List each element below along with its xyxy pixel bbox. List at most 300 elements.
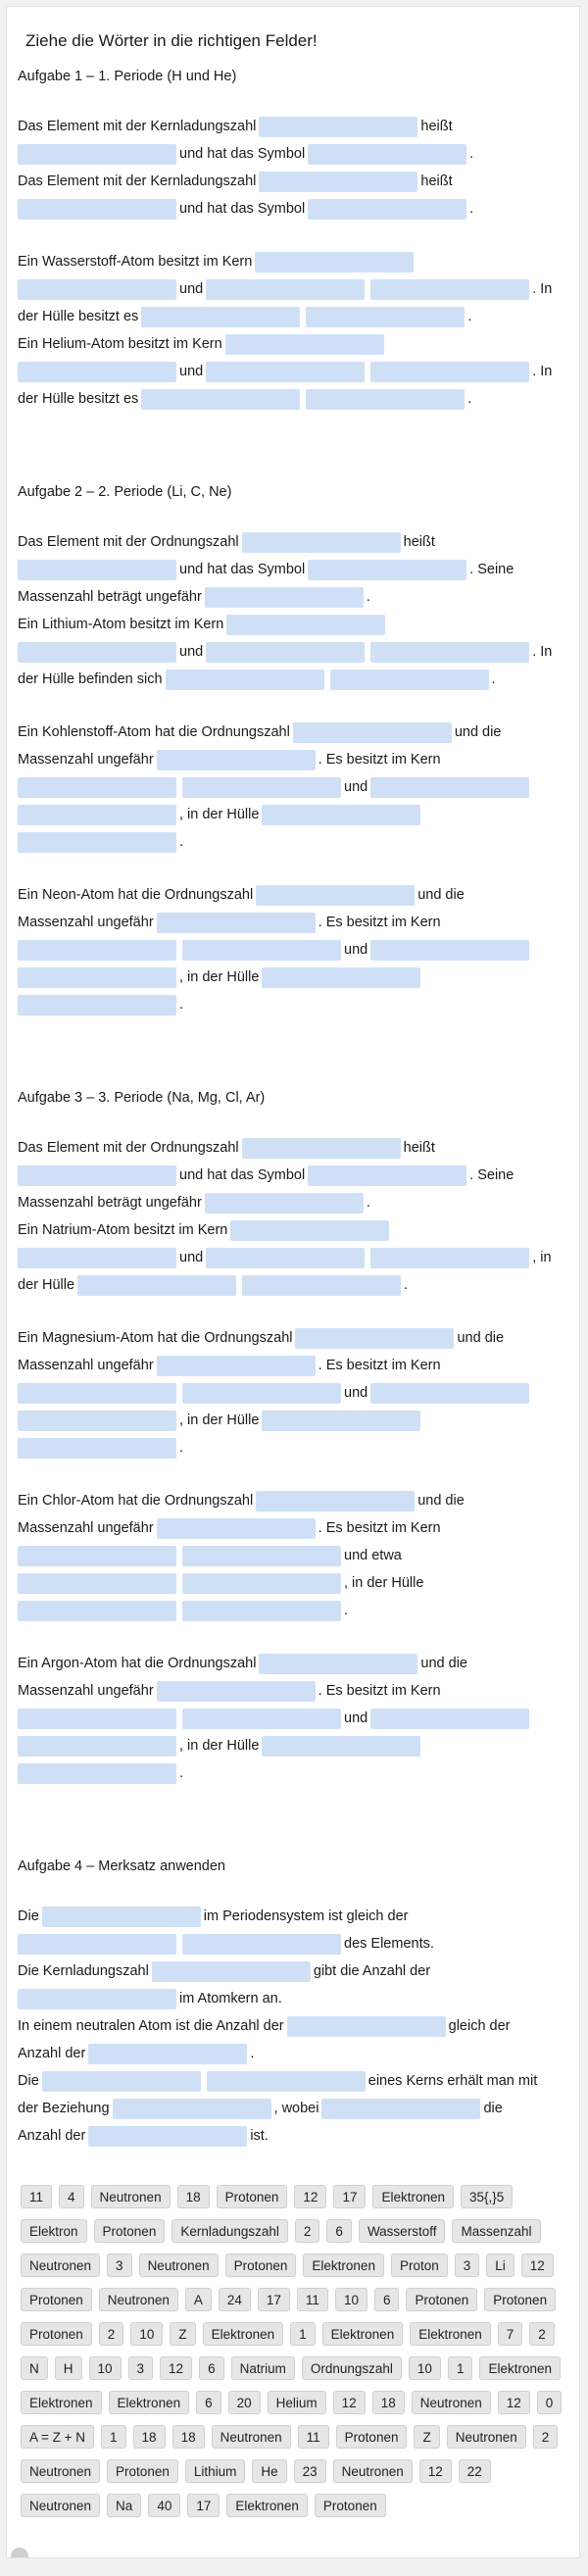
text-line — [18, 1134, 563, 1162]
word-chip[interactable]: Protonen — [484, 2288, 556, 2311]
text-line — [18, 936, 563, 964]
sentence-text: . Seine — [469, 562, 514, 577]
drop-field[interactable] — [259, 1654, 417, 1674]
sentence-text: In einem neutralen Atom ist die Anzahl der — [18, 2018, 284, 2034]
drop-field[interactable] — [182, 1383, 341, 1404]
word-chip[interactable]: Neutronen — [412, 2391, 491, 2414]
text-line — [18, 113, 563, 140]
word-chip[interactable]: 3 — [128, 2356, 154, 2380]
drop-field[interactable] — [18, 777, 176, 798]
text-line — [18, 2012, 563, 2040]
drop-field[interactable] — [330, 669, 489, 690]
word-chip[interactable]: 10 — [335, 2288, 368, 2311]
text-line — [18, 1705, 563, 1732]
drop-field[interactable] — [230, 1220, 389, 1241]
word-chip[interactable]: Li — [486, 2254, 514, 2277]
drop-field[interactable] — [370, 642, 529, 663]
word-chip[interactable]: Helium — [268, 2391, 326, 2414]
sentence-text: Das Element mit der Ordnungszahl — [18, 534, 239, 550]
drop-field[interactable] — [255, 252, 414, 272]
drop-field[interactable] — [182, 1709, 341, 1729]
drop-field[interactable] — [18, 362, 176, 382]
text-line — [18, 1162, 563, 1189]
drop-field[interactable] — [182, 1934, 341, 1955]
text-line — [18, 773, 563, 801]
sentence-text: Massenzahl beträgt ungefähr — [18, 589, 202, 605]
drop-field[interactable] — [182, 777, 341, 798]
sentence-text: und — [179, 281, 204, 297]
sentence-text: und hat das Symbol — [179, 562, 306, 577]
drop-field[interactable] — [308, 199, 466, 220]
text-line — [18, 1434, 563, 1461]
word-chip[interactable]: 17 — [187, 2494, 220, 2517]
drop-field[interactable] — [206, 1248, 365, 1268]
drop-field[interactable] — [18, 1438, 176, 1459]
word-chip[interactable]: 12 — [498, 2391, 530, 2414]
word-chip[interactable]: Z — [414, 2425, 439, 2449]
word-chip[interactable]: Protonen — [406, 2288, 477, 2311]
sentence-text: . — [179, 834, 184, 850]
drop-field[interactable] — [141, 389, 300, 410]
sentence-text: Ein Kohlenstoff-Atom hat die Ordnungszahl — [18, 724, 290, 740]
drop-field[interactable] — [18, 1989, 176, 2009]
text-line — [18, 828, 563, 856]
word-chip[interactable]: 1 — [448, 2356, 473, 2380]
text-line — [18, 666, 563, 693]
section-spacer — [18, 438, 563, 481]
word-chip[interactable]: A — [185, 2288, 212, 2311]
drop-field[interactable] — [157, 1356, 316, 1376]
drop-field[interactable] — [262, 805, 420, 825]
word-chip[interactable]: 35{,}5 — [461, 2185, 513, 2208]
sentence-text: , wobei — [273, 2101, 319, 2116]
task-list — [18, 66, 563, 2150]
sentence-text: Ein Magnesium-Atom hat die Ordnungszahl — [18, 1330, 293, 1346]
drop-field[interactable] — [262, 967, 420, 988]
word-chip[interactable]: 40 — [148, 2494, 180, 2517]
drop-field[interactable] — [206, 642, 365, 663]
word-chip[interactable]: 6 — [326, 2219, 352, 2243]
text-line — [18, 746, 563, 773]
word-chip[interactable]: Ordnungszahl — [302, 2356, 402, 2380]
drop-field[interactable] — [18, 940, 176, 961]
word-chip[interactable]: Neutronen — [21, 2459, 100, 2483]
sentence-text: und die — [454, 724, 502, 740]
word-chip[interactable]: Protonen — [315, 2494, 386, 2517]
sentence-text: die — [483, 2101, 503, 2116]
drop-field[interactable] — [259, 172, 417, 192]
word-chip[interactable]: 10 — [130, 2322, 163, 2346]
word-chip[interactable]: 4 — [59, 2185, 84, 2208]
word-chip[interactable]: Protonen — [225, 2254, 297, 2277]
word-chip[interactable]: 11 — [297, 2288, 328, 2311]
drop-field[interactable] — [206, 279, 365, 300]
word-chip[interactable]: Natrium — [231, 2356, 295, 2380]
sentence-text: heißt — [403, 1140, 435, 1156]
word-chip[interactable]: 23 — [294, 2459, 326, 2483]
sentence-text: . — [179, 1765, 184, 1781]
word-chip[interactable]: Protonen — [21, 2322, 92, 2346]
word-chip[interactable]: Protonen — [336, 2425, 408, 2449]
sentence-text: . In — [532, 281, 553, 297]
drop-field[interactable] — [88, 2044, 247, 2064]
text-line — [18, 2067, 563, 2095]
drop-field[interactable] — [88, 2126, 247, 2147]
text-line — [18, 2122, 563, 2150]
text-line — [18, 2095, 563, 2122]
text-line — [18, 964, 563, 991]
sentence-text: und — [179, 644, 204, 660]
sentence-text: der Hülle befinden sich — [18, 671, 163, 687]
text-line — [18, 1542, 563, 1569]
word-chip[interactable]: Neutronen — [99, 2288, 178, 2311]
word-chip[interactable]: Elektronen — [21, 2391, 102, 2414]
text-line — [18, 1597, 563, 1624]
drop-field[interactable] — [306, 389, 465, 410]
word-chip[interactable]: Neutronen — [212, 2425, 291, 2449]
drop-field[interactable] — [18, 832, 176, 853]
drop-field[interactable] — [321, 2099, 480, 2119]
sentence-text: und — [344, 779, 368, 795]
word-chip[interactable]: 2 — [529, 2322, 555, 2346]
drop-field[interactable] — [18, 144, 176, 165]
word-chip[interactable]: 17 — [258, 2288, 290, 2311]
word-chip[interactable]: 12 — [160, 2356, 192, 2380]
sentence-text: und die — [417, 1493, 465, 1509]
drop-field[interactable] — [18, 279, 176, 300]
sentence-text: eines Kerns erhält man mit — [368, 2073, 538, 2089]
word-chip[interactable]: 12 — [521, 2254, 554, 2277]
sentence-text: und — [344, 942, 368, 958]
sentence-text: , in der Hülle — [179, 1738, 260, 1754]
text-line — [18, 638, 563, 666]
sentence-text: . Es besitzt im Kern — [318, 1358, 441, 1373]
drop-field[interactable] — [306, 307, 465, 327]
exercise-card — [6, 6, 580, 2558]
drop-field[interactable] — [262, 1736, 420, 1757]
drop-field[interactable] — [226, 615, 385, 635]
drop-field[interactable] — [370, 1709, 529, 1729]
word-chip[interactable]: 17 — [333, 2185, 366, 2208]
word-chip[interactable]: 22 — [459, 2459, 491, 2483]
word-chip[interactable]: N — [21, 2356, 48, 2380]
drop-field[interactable] — [18, 560, 176, 580]
sentence-text: Massenzahl ungefähr — [18, 1358, 154, 1373]
word-chip[interactable]: Neutronen — [21, 2254, 100, 2277]
sentence-text: Die — [18, 1908, 39, 1924]
sentence-text: Ein Lithium-Atom besitzt im Kern — [18, 617, 224, 632]
drop-field[interactable] — [256, 1491, 415, 1511]
word-chip[interactable]: H — [55, 2356, 82, 2380]
drop-field[interactable] — [293, 722, 452, 743]
sentence-text: und die — [457, 1330, 505, 1346]
task-paragraph — [18, 718, 563, 856]
task-paragraph — [18, 881, 563, 1018]
text-line — [18, 358, 563, 385]
drop-field[interactable] — [18, 995, 176, 1016]
word-chip[interactable]: 6 — [374, 2288, 400, 2311]
drop-field[interactable] — [225, 334, 384, 355]
drop-field[interactable] — [370, 362, 529, 382]
word-chip[interactable]: He — [252, 2459, 286, 2483]
drop-field[interactable] — [77, 1275, 236, 1296]
drop-field[interactable] — [18, 642, 176, 663]
text-line — [18, 1271, 563, 1299]
word-chip[interactable]: 11 — [21, 2185, 52, 2208]
sentence-text: . — [467, 391, 472, 407]
text-line — [18, 168, 563, 195]
text-line — [18, 991, 563, 1018]
sentence-text: . — [469, 146, 474, 162]
sentence-text: Ein Helium-Atom besitzt im Kern — [18, 336, 222, 352]
sentence-text: und — [179, 1250, 204, 1265]
word-chip[interactable]: A = Z + N — [21, 2425, 94, 2449]
word-chip[interactable]: Elektronen — [372, 2185, 454, 2208]
drop-field[interactable] — [18, 199, 176, 220]
task-title: Aufgabe 2 – 2. Periode (Li, C, Ne) — [18, 484, 232, 500]
word-chip[interactable]: 18 — [177, 2185, 210, 2208]
drop-field[interactable] — [262, 1411, 420, 1431]
drop-field[interactable] — [308, 1165, 466, 1186]
sentence-text: Das Element mit der Kernladungszahl — [18, 173, 257, 189]
drop-field[interactable] — [370, 279, 529, 300]
page-title: Ziehe die Wörter in die richtigen Felder! — [25, 31, 318, 50]
task-paragraph — [18, 1324, 563, 1461]
text-line — [18, 1732, 563, 1759]
drop-field[interactable] — [113, 2099, 271, 2119]
drop-field[interactable] — [370, 777, 529, 798]
sentence-text: im Periodensystem ist gleich der — [203, 1908, 409, 1924]
word-chip[interactable]: 11 — [298, 2425, 329, 2449]
drop-field[interactable] — [205, 1193, 364, 1214]
drop-field[interactable] — [18, 1383, 176, 1404]
drop-field[interactable] — [157, 750, 316, 770]
drop-field[interactable] — [18, 1546, 176, 1566]
drop-field[interactable] — [157, 913, 316, 933]
text-line — [18, 1903, 563, 1930]
sentence-text: und — [344, 1385, 368, 1401]
sentence-text: heißt — [420, 119, 453, 134]
drop-field[interactable] — [141, 307, 300, 327]
drop-field[interactable] — [166, 669, 324, 690]
text-line — [18, 583, 563, 611]
text-line — [18, 1930, 563, 1957]
sentence-text: , in der Hülle — [179, 807, 260, 822]
drop-field[interactable] — [18, 1248, 176, 1268]
word-chip[interactable]: Neutronen — [91, 2185, 171, 2208]
drop-field[interactable] — [259, 117, 417, 137]
text-line — [18, 1569, 563, 1597]
drop-field[interactable] — [182, 1601, 341, 1621]
word-chip[interactable]: 18 — [133, 2425, 166, 2449]
drop-field[interactable] — [182, 1546, 341, 1566]
drop-field[interactable] — [370, 1383, 529, 1404]
word-chip[interactable]: Protonen — [94, 2219, 166, 2243]
word-chip[interactable]: 0 — [537, 2391, 563, 2414]
sentence-text: Die Kernladungszahl — [18, 1963, 149, 1979]
word-chip[interactable]: 6 — [196, 2391, 221, 2414]
word-chip[interactable]: 1 — [290, 2322, 316, 2346]
sentence-text: , in der Hülle — [179, 969, 260, 985]
sentence-text: und hat das Symbol — [179, 146, 306, 162]
sentence-text: Massenzahl ungefähr — [18, 915, 154, 930]
sentence-text: , in der Hülle — [344, 1575, 424, 1591]
drop-field[interactable] — [157, 1681, 316, 1702]
text-line — [18, 1324, 563, 1352]
word-chip[interactable]: Protonen — [21, 2288, 92, 2311]
text-line — [18, 801, 563, 828]
sentence-text: . Es besitzt im Kern — [318, 1520, 441, 1536]
drop-field[interactable] — [295, 1328, 454, 1349]
sentence-text: . — [250, 2046, 255, 2061]
drop-field[interactable] — [256, 885, 415, 906]
word-chip[interactable]: 7 — [498, 2322, 523, 2346]
text-line — [18, 1244, 563, 1271]
word-chip[interactable]: 12 — [419, 2459, 452, 2483]
text-line — [18, 1514, 563, 1542]
word-chip[interactable]: 12 — [333, 2391, 366, 2414]
sentence-text: des Elements. — [344, 1936, 434, 1952]
word-chip[interactable]: 24 — [219, 2288, 251, 2311]
word-chip[interactable]: Na — [107, 2494, 141, 2517]
task-paragraph — [18, 528, 563, 693]
word-chip[interactable]: Elektronen — [226, 2494, 308, 2517]
word-chip[interactable]: Lithium — [185, 2459, 246, 2483]
drop-field[interactable] — [18, 1934, 176, 1955]
word-chip[interactable]: Elektronen — [109, 2391, 190, 2414]
word-chip[interactable]: 20 — [228, 2391, 261, 2414]
word-chip[interactable]: Elektronen — [479, 2356, 561, 2380]
sentence-text: im Atomkern an. — [179, 1991, 282, 2006]
word-chip[interactable]: Neutronen — [333, 2459, 413, 2483]
section-spacer — [18, 1044, 563, 1087]
word-chip[interactable]: Neutronen — [447, 2425, 526, 2449]
text-line — [18, 881, 563, 909]
text-line — [18, 909, 563, 936]
task-paragraph — [18, 248, 563, 413]
drop-field[interactable] — [308, 560, 466, 580]
text-line — [18, 718, 563, 746]
sentence-text: ist. — [250, 2128, 269, 2144]
exercise-content — [18, 30, 563, 2175]
sentence-text: . — [366, 589, 370, 605]
sentence-text: Das Element mit der Kernladungszahl — [18, 119, 257, 134]
drop-field[interactable] — [18, 1411, 176, 1431]
text-line — [18, 275, 563, 303]
word-chip[interactable]: 6 — [199, 2356, 224, 2380]
sentence-text: und die — [417, 887, 465, 903]
sentence-text: und — [179, 364, 204, 379]
drop-field[interactable] — [18, 1573, 176, 1594]
word-chip[interactable]: Elektronen — [410, 2322, 491, 2346]
word-chip[interactable]: Z — [170, 2322, 195, 2346]
drop-field[interactable] — [308, 144, 466, 165]
word-chip[interactable]: Elektron — [21, 2219, 87, 2243]
drop-field[interactable] — [182, 1573, 341, 1594]
drop-field[interactable] — [18, 805, 176, 825]
word-chip[interactable]: 2 — [99, 2322, 124, 2346]
drop-field[interactable] — [157, 1518, 316, 1539]
word-bank — [21, 2185, 565, 2517]
drop-field[interactable] — [206, 362, 365, 382]
drop-field[interactable] — [205, 587, 364, 608]
sentence-text: Massenzahl beträgt ungefähr — [18, 1195, 202, 1211]
sentence-text: der Beziehung — [18, 2101, 110, 2116]
word-chip[interactable]: Wasserstoff — [359, 2219, 446, 2243]
word-chip[interactable]: Proton — [391, 2254, 448, 2277]
word-chip[interactable]: 3 — [107, 2254, 132, 2277]
sentence-text: Massenzahl ungefähr — [18, 1683, 154, 1699]
drop-field[interactable] — [18, 967, 176, 988]
word-chip[interactable]: 12 — [294, 2185, 326, 2208]
sentence-text: Ein Wasserstoff-Atom besitzt im Kern — [18, 254, 253, 270]
sentence-text: und — [344, 1710, 368, 1726]
drop-field[interactable] — [18, 1763, 176, 1784]
drop-field[interactable] — [287, 2016, 446, 2037]
task-paragraph — [18, 1903, 563, 2150]
word-chip[interactable]: Elektronen — [322, 2322, 404, 2346]
sentence-text: Ein Argon-Atom hat die Ordnungszahl — [18, 1656, 257, 1671]
word-chip[interactable]: Neutronen — [21, 2494, 100, 2517]
sentence-text: gleich der — [448, 2018, 511, 2034]
word-chip[interactable]: 3 — [455, 2254, 480, 2277]
drop-field[interactable] — [182, 940, 341, 961]
word-chip[interactable]: Massenzahl — [452, 2219, 540, 2243]
drop-field[interactable] — [18, 1736, 176, 1757]
word-chip[interactable]: Protonen — [217, 2185, 288, 2208]
task-paragraph — [18, 1134, 563, 1299]
word-chip[interactable]: 2 — [533, 2425, 559, 2449]
drop-field[interactable] — [370, 940, 529, 961]
drop-field[interactable] — [207, 2071, 366, 2092]
drop-field[interactable] — [242, 532, 401, 553]
text-line — [18, 1759, 563, 1787]
drop-field[interactable] — [242, 1275, 401, 1296]
word-chip[interactable]: Elektronen — [203, 2322, 284, 2346]
drop-field[interactable] — [42, 1907, 201, 1927]
sentence-text: heißt — [403, 534, 435, 550]
word-chip[interactable]: Kernladungszahl — [172, 2219, 288, 2243]
word-chip[interactable]: 10 — [89, 2356, 122, 2380]
text-line — [18, 1985, 563, 2012]
sentence-text: Anzahl der — [18, 2128, 86, 2144]
text-line — [18, 1677, 563, 1705]
drop-field[interactable] — [370, 1248, 529, 1268]
text-line — [18, 303, 563, 330]
word-chip[interactable]: Protonen — [107, 2459, 178, 2483]
word-chip[interactable]: 18 — [372, 2391, 405, 2414]
word-chip[interactable]: 2 — [295, 2219, 320, 2243]
drop-field[interactable] — [18, 1709, 176, 1729]
word-chip[interactable]: 10 — [409, 2356, 441, 2380]
sentence-text: . Es besitzt im Kern — [318, 1683, 441, 1699]
word-chip[interactable]: 1 — [101, 2425, 126, 2449]
drop-field[interactable] — [242, 1138, 401, 1159]
drop-field[interactable] — [18, 1165, 176, 1186]
sentence-text: und die — [420, 1656, 467, 1671]
sentence-text: , in der Hülle — [179, 1412, 260, 1428]
sentence-text: heißt — [420, 173, 453, 189]
text-line — [18, 1407, 563, 1434]
drop-field[interactable] — [18, 1601, 176, 1621]
sentence-text: . — [469, 201, 474, 217]
task-paragraph — [18, 1650, 563, 1787]
word-chip[interactable]: Elektronen — [303, 2254, 384, 2277]
drop-field[interactable] — [42, 2071, 201, 2092]
word-chip[interactable]: 18 — [172, 2425, 205, 2449]
word-chip[interactable]: Neutronen — [139, 2254, 219, 2277]
drop-field[interactable] — [152, 1961, 311, 1982]
